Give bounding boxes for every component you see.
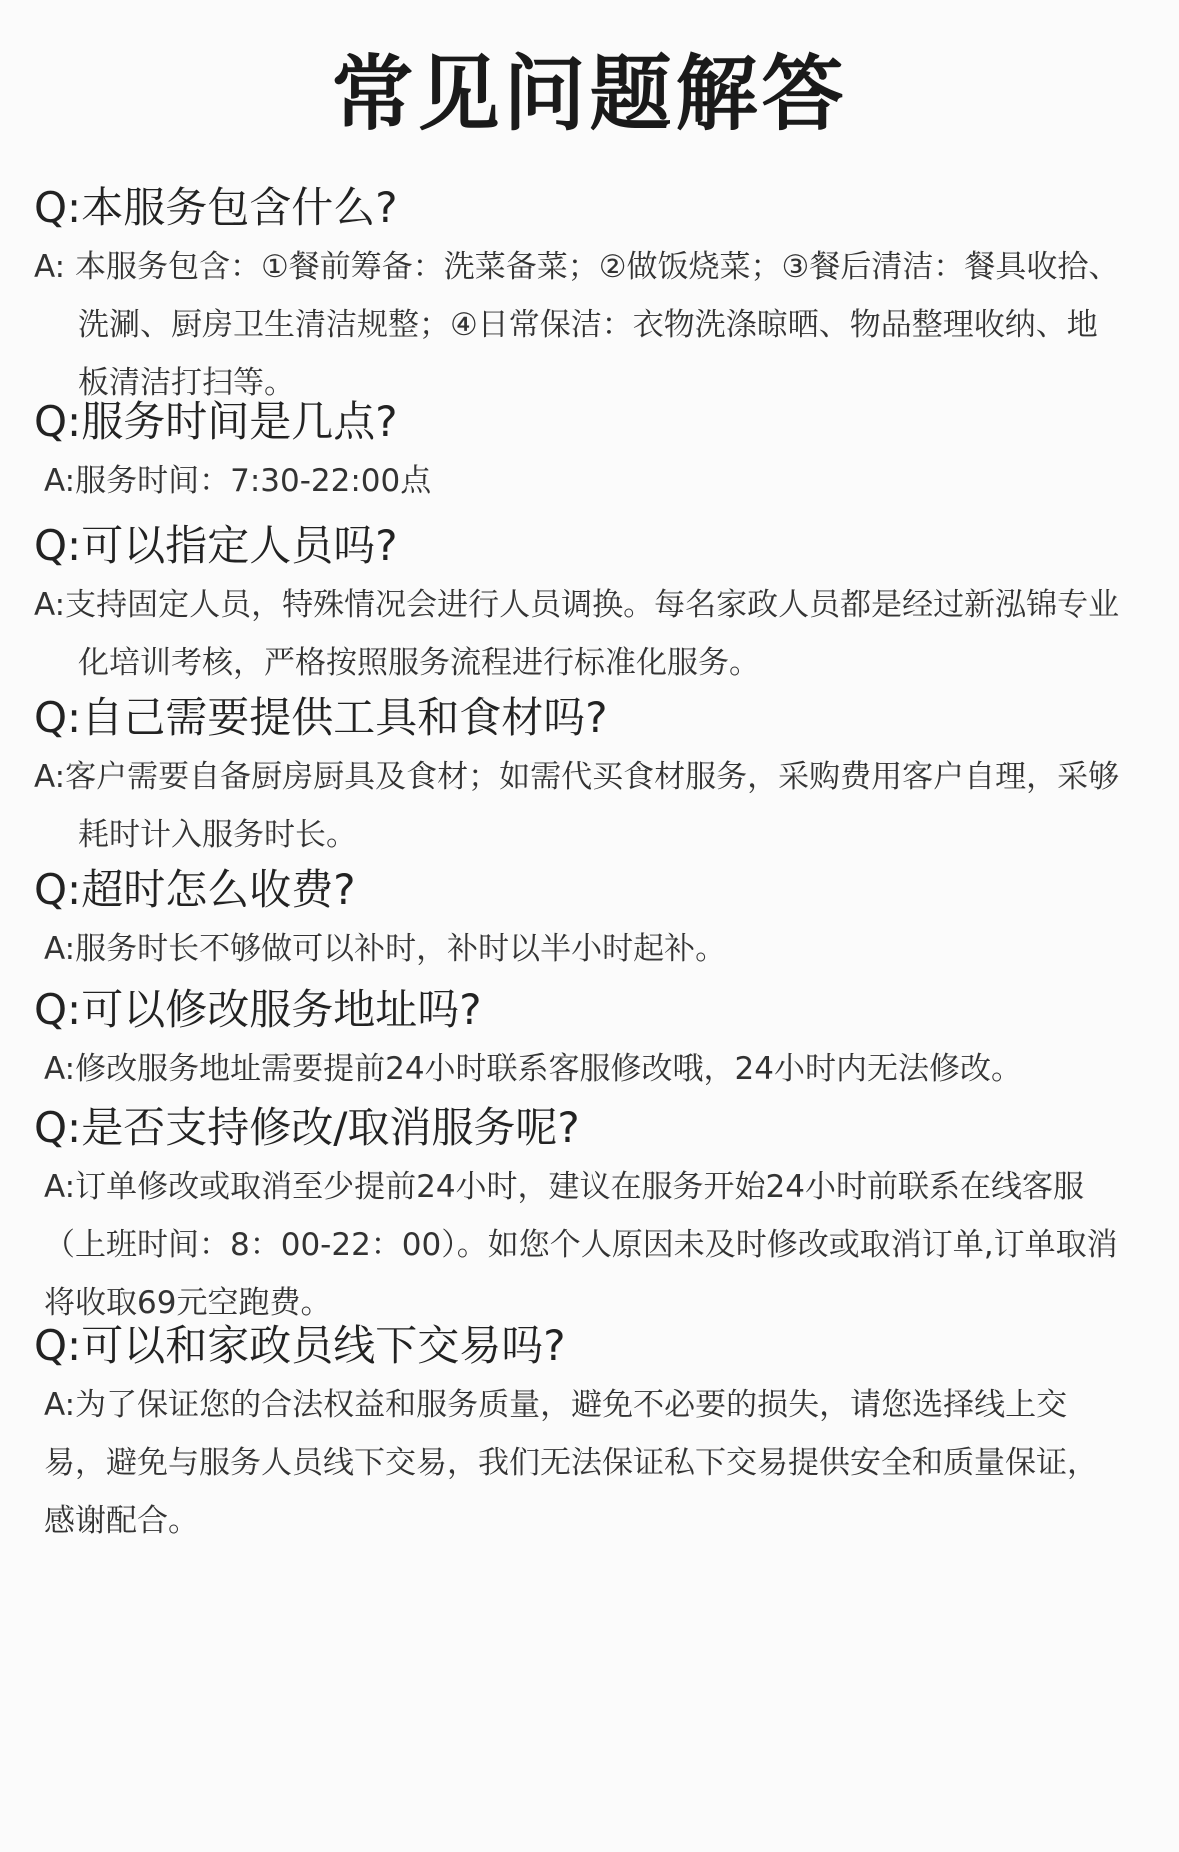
faq-answer: A:客户需要自备厨房厨具及食材；如需代买食材服务，采购费用客户自理，采够耗时计入服务时长。 [34,759,1120,853]
faq-item [34,1318,1121,1550]
faq-answer: A:修改服务地址需要提前24小时联系客服修改哦，24小时内无法修改。 [44,1051,1022,1087]
faq-question: Q:本服务包含什么? [34,183,398,232]
faq-question: Q:可以修改服务地址吗? [34,985,482,1034]
faq-item [34,1100,1121,1332]
faq-item [34,518,1121,692]
faq-item [34,394,1121,510]
faq-question: Q:是否支持修改/取消服务呢? [34,1103,580,1152]
faq-question: Q:超时怎么收费? [34,865,356,914]
faq-answer: A:服务时长不够做可以补时，补时以半小时起补。 [44,931,727,967]
faq-question: Q:服务时间是几点? [34,397,398,446]
faq-question: Q:可以指定人员吗? [34,521,398,570]
page-title: 常见问题解答 [331,47,848,142]
faq-answer: A:订单修改或取消至少提前24小时，建议在服务开始24小时前联系在线客服（上班时间：8：00-22：00）。如您个人原因未及时修改或取消订单,订单取消将收取69元空跑费。 [44,1169,1118,1321]
faq-question: Q:自己需要提供工具和食材吗? [34,693,608,742]
faq-item [34,862,1121,978]
faq-question: Q:可以和家政员线下交易吗? [34,1321,566,1370]
faq-item [34,690,1121,864]
faq-item [34,982,1121,1098]
faq-answer: A:服务时间：7:30-22:00点 [44,463,432,499]
faq-item [34,180,1121,412]
faq-answer: A: 本服务包含：①餐前筹备：洗菜备菜；②做饭烧菜；③餐后清洁：餐具收拾、洗涮、厨房卫生清洁规整；④日常保洁：衣物洗涤晾晒、物品整理收纳、地板清洁打扫等。 [34,249,1120,401]
faq-answer: A:为了保证您的合法权益和服务质量，避免不必要的损失，请您选择线上交易，避免与服务人员线下交易，我们无法保证私下交易提供安全和质量保证，感谢配合。 [44,1387,1098,1539]
faq-answer: A:支持固定人员，特殊情况会进行人员调换。每名家政人员都是经过新泓锦专业化培训考核，严格按照服务流程进行标准化服务。 [34,587,1120,681]
